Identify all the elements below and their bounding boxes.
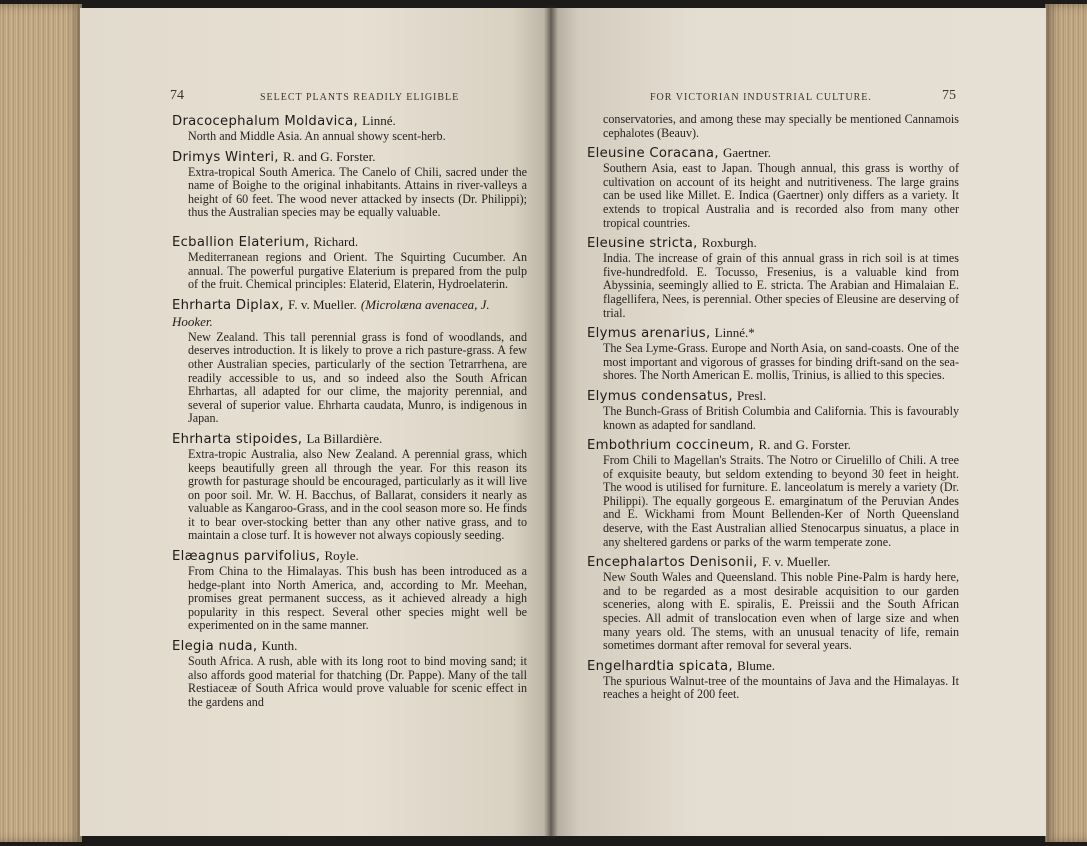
book-gutter — [544, 6, 558, 838]
entry-description: New Zealand. This tall perennial grass is fond of woodlands, and deserves introduction. It is likely to prove a rich pasture-grass. A few other Australian species, particularly of the section Tetrarrhena, are readily accessible to us, and so indeed also the South African Ehrhartas, all adapted for our clime, the majority perennial, and several of superior value. Ehrharta caudata, Munro, is indigenous in Japan. — [188, 329, 527, 426]
entry-description: North and Middle Asia. An annual showy scent-herb. — [188, 129, 446, 143]
entry-ehrharta-diplax — [172, 297, 527, 426]
left-column — [172, 113, 527, 714]
entry-name: Elæagnus parvifolius, — [172, 549, 321, 565]
right-page-number: 75 — [942, 88, 956, 103]
entry-eleusine-coracana — [587, 145, 959, 230]
right-page-edges — [1045, 4, 1087, 842]
entry-drimys — [172, 149, 527, 220]
entry-description: Extra-tropical South America. The Canelo of Chili, sacred under the name of Boighe to the original inhabitants. Attains in river-valleys a height of 60 feet. The wood never attacked by insects (Dr. Philippi); thus the Australian species may be equally valuable. — [188, 164, 527, 220]
entry-embothrium — [587, 437, 959, 549]
entry-name: Ehrharta Diplax, — [172, 297, 284, 313]
left-page-number: 74 — [170, 88, 184, 103]
entry-description: Mediterranean regions and Orient. The Squirting Cucumber. An annual. The powerful purgative Elaterium is prepared from the pulp of the fruit. Chemical principles: Elaterid, Elaterin, Hydroelaterin. — [188, 249, 527, 292]
entry-description: South Africa. A rush, able with its long root to bind moving sand; it also affords good material for thatching (Dr. Pappe). Many of the tall Restiaceæ of South Africa would prove valuable for scenic effect in the gardens and — [188, 654, 527, 709]
entry-elymus-condensatus — [587, 388, 959, 432]
entry-author: F. v. Mueller. — [288, 296, 357, 312]
entry-elegia — [172, 638, 527, 709]
entry-author: Richard. — [313, 233, 359, 249]
right-running-head: FOR VICTORIAN INDUSTRIAL CULTURE. — [650, 92, 872, 103]
entry-author: Gaertner. — [723, 145, 772, 161]
entry-ehrharta-stipoides — [172, 431, 527, 543]
entry-author: Roxburgh. — [701, 235, 757, 251]
entry-author: R. and G. Forster. — [283, 148, 376, 164]
continuation-text: conservatories, and among these may specially be mentioned Cannamois cephalotes (Beauv). — [603, 112, 959, 140]
entry-encephalartos — [587, 554, 959, 653]
entry-name: Encephalartos Denisonii, — [587, 555, 758, 571]
entry-author: Linné.* — [714, 325, 755, 341]
entry-author: R. and G. Forster. — [758, 437, 851, 453]
entry-description: From China to the Himalayas. This bush has been introduced as a hedge-plant into North America, and, according to Mr. Meehan, promises great permanent success, as it achieved already a high popularity in this respect. Several other species might well be experimented on in the same manner. — [188, 564, 527, 633]
left-running-head: SELECT PLANTS READILY ELIGIBLE — [260, 92, 460, 103]
entry-author: Linné. — [362, 113, 396, 128]
right-column — [587, 113, 959, 707]
entry-ecballion — [172, 234, 527, 292]
entry-synonym: (Microlæna avenacea, J. Hooker. — [172, 296, 490, 329]
entry-name: Ecballion Elaterium, — [172, 234, 310, 250]
entry-author: F. v. Mueller. — [761, 554, 831, 570]
entry-engelhardtia — [587, 658, 959, 702]
entry-eleusine-stricta — [587, 235, 959, 320]
entry-name: Elymus condensatus, — [587, 388, 733, 404]
entry-author: Royle. — [324, 548, 359, 564]
left-page-header — [170, 88, 530, 104]
entry-elaeagnus — [172, 548, 527, 633]
entry-description: The Sea Lyme-Grass. Europe and North Asia, on sand-coasts. One of the most important and vigorous of grasses for binding drift-sand on the sea-shores. The North American E. mollis, Trinius, is allied to this species. — [603, 341, 959, 383]
entry-name: Elegia nuda, — [172, 639, 258, 655]
entry-author: Presl. — [737, 387, 767, 403]
entry-elymus-arenarius — [587, 325, 959, 383]
entry-description: India. The increase of grain of this annual grass in rich soil is at times five-hundredfold. E. Tocusso, Fresenius, is a valuable kind from Abyssinia, seemingly allied to E. stricta. The Arabian and Himalaian E. flagellifera, Nees, is perennial. Other species of Eleusine are deserving of trial. — [603, 251, 959, 320]
entry-dracocephalum — [172, 113, 527, 144]
entry-description: From Chili to Magellan's Straits. The Notro or Ciruelillo of Chili. A tree of exquisite beauty, but seldom extending to beyond 30 feet in height. The wood is utilised for furniture. E. lanceolatum is merely a variety (Dr. Philippi). The equally gorgeous E. emarginatum of the Peruvian Andes and E. Wickhami from Mount Bellenden-Ker of North Queensland deserve, with the East Australian allied Stenocarpus sinuatus, a place in any sheltered gardens or parks of the warm temperate zone. — [603, 453, 959, 549]
left-page-edges — [0, 4, 82, 842]
entry-description: Extra-tropic Australia, also New Zealand. A perennial grass, which keeps beautifully green all through the year. For this reason its growth for pasturage should be encouraged, particularly as it will live on poor soil. Mr. W. H. Bacchus, of Ballarat, considers it nearly as valuable as Kangaroo-Grass, and in the cool season more so. He finds it to bear over-stocking better than any other native grass, and to maintain a close turf. It is however not always copiously seeding. — [188, 446, 527, 543]
entry-author: Blume. — [737, 657, 776, 673]
entry-name: Dracocephalum Moldavica, — [172, 114, 358, 129]
entry-description: Southern Asia, east to Japan. Though annual, this grass is worthy of cultivation on account of its height and nutritiveness. The large grains can be used like Millet. E. Indica (Gaertner) only differs as a variety. It extends to tropical Australia and is recorded also from many other tropical countries. — [603, 161, 959, 230]
entry-description: The spurious Walnut-tree of the mountains of Java and the Himalayas. It reaches a height of 200 feet. — [603, 673, 959, 702]
entry-description: New South Wales and Queensland. This noble Pine-Palm is hardy here, and to be regarded as a most desirable acquisition to our garden sceneries, along with E. spiralis, E. Preissii and the South African species. All admit of translocation even when of large size and when many years old. The stems, with an unusual tenacity of life, remain sometimes dormant after removal for several years. — [603, 570, 959, 653]
entry-name: Eleusine Coracana, — [587, 146, 719, 162]
entry-description: The Bunch-Grass of British Columbia and California. This is favourably known as adapted for sandland. — [603, 403, 959, 432]
entry-name: Ehrharta stipoides, — [172, 431, 303, 447]
entry-name: Embothrium coccineum, — [587, 438, 755, 454]
entry-name: Drimys Winteri, — [172, 149, 279, 165]
entry-name: Eleusine stricta, — [587, 236, 698, 252]
entry-name: Elymus arenarius, — [587, 326, 711, 342]
entry-name: Engelhardtia spicata, — [587, 658, 733, 674]
entry-author: Kunth. — [261, 638, 298, 654]
entry-author: La Billardière. — [306, 430, 383, 446]
